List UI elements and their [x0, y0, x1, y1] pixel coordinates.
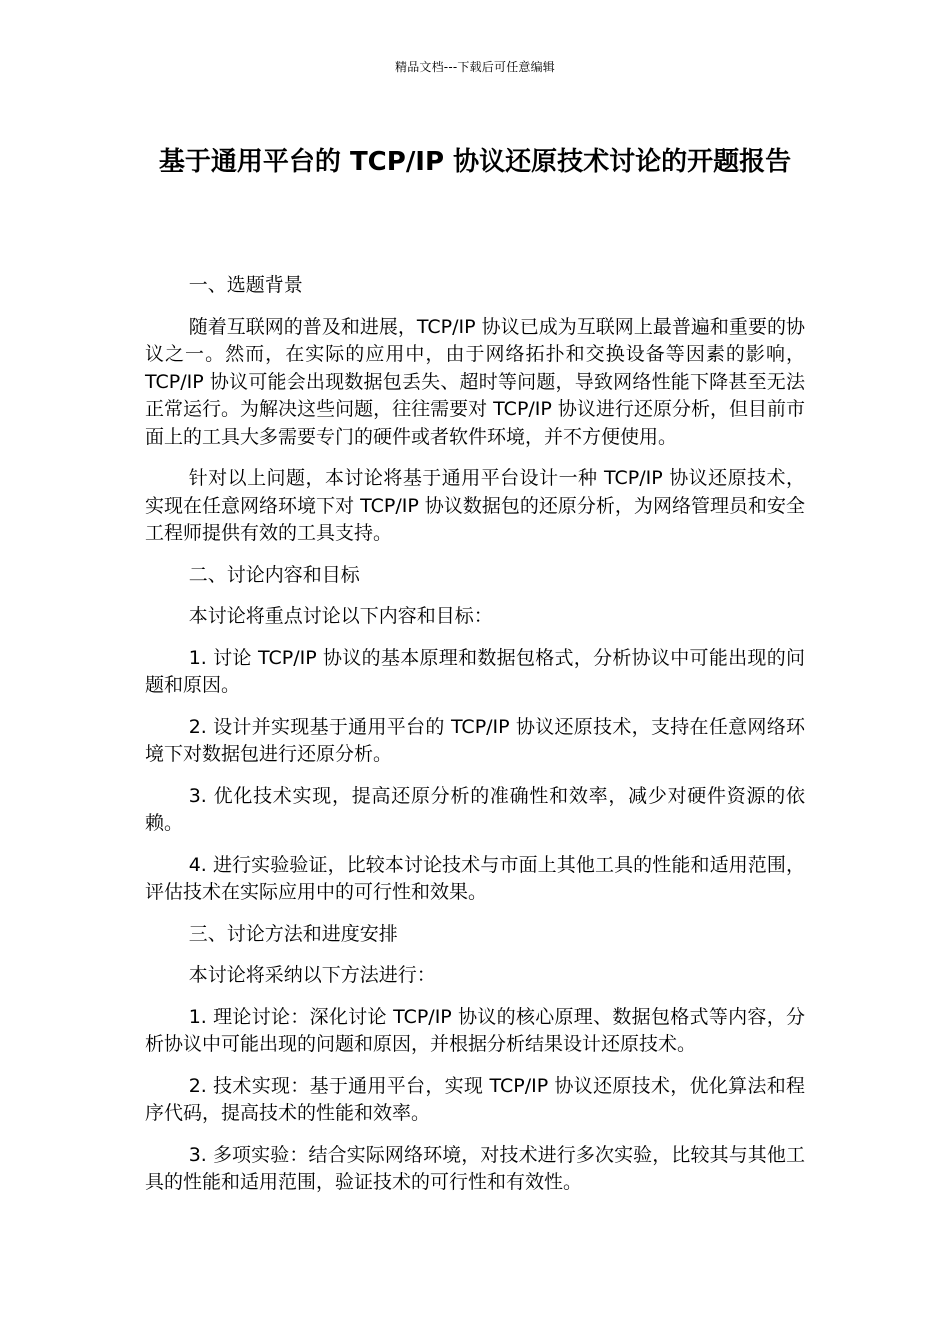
document-title: 基于通用平台的 TCP/IP 协议还原技术讨论的开题报告	[158, 147, 792, 177]
paragraph: 本讨论将采纳以下方法进行：	[188, 964, 436, 986]
list-item: 3. 优化技术实现，提高还原分析的准确性和效率，减少对硬件资源的依赖。	[145, 784, 805, 834]
list-item: 1. 讨论 TCP/IP 协议的基本原理和数据包格式，分析协议中可能出现的问题和原因。	[145, 646, 805, 696]
list-item: 2. 技术实现：基于通用平台，实现 TCP/IP 协议还原技术，优化算法和程序代码，提高技术的性能和效率。	[145, 1074, 805, 1124]
paragraph: 本讨论将重点讨论以下内容和目标：	[188, 605, 493, 627]
paragraph: 针对以上问题，本讨论将基于通用平台设计一种 TCP/IP 协议还原技术，实现在任意网络环境下对 TCP/IP 协议数据包的还原分析，为网络管理员和安全工程师提供有效的工具支持。	[145, 467, 805, 544]
list-item: 3. 多项实验：结合实际网络环境，对技术进行多次实验，比较其与其他工具的性能和适用范围，验证技术的可行性和有效性。	[145, 1143, 805, 1193]
list-item: 1. 理论讨论：深化讨论 TCP/IP 协议的核心原理、数据包格式等内容，分析协议中可能出现的问题和原因，并根据分析结果设计还原技术。	[145, 1005, 805, 1055]
section-heading: 三、讨论方法和进度安排	[188, 922, 398, 945]
section-heading: 一、选题背景	[188, 274, 303, 296]
section-heading: 二、讨论内容和目标	[188, 563, 360, 586]
list-item: 2. 设计并实现基于通用平台的 TCP/IP 协议还原技术，支持在任意网络环境下对数据包进行还原分析。	[145, 715, 805, 765]
list-item: 4. 进行实验验证，比较本讨论技术与市面上其他工具的性能和适用范围，评估技术在实际应用中的可行性和效果。	[145, 853, 805, 903]
paragraph: 随着互联网的普及和进展，TCP/IP 协议已成为互联网上最普遍和重要的协议之一。然而，在实际的应用中，由于网络拓扑和交换设备等因素的影响，TCP/IP 协议可能会出现数据包丢失、超时等问题，导致网络性能下降甚至无法正常运行。为解决这些问题，往往需要对 TCP/IP 协议进行还原分析，但目前市面上的工具大多需要专门的硬件或者软件环境，并不方便使用。	[145, 315, 805, 448]
document-body	[145, 272, 805, 1211]
page-header: 精品文档---下载后可任意编辑	[395, 60, 555, 74]
